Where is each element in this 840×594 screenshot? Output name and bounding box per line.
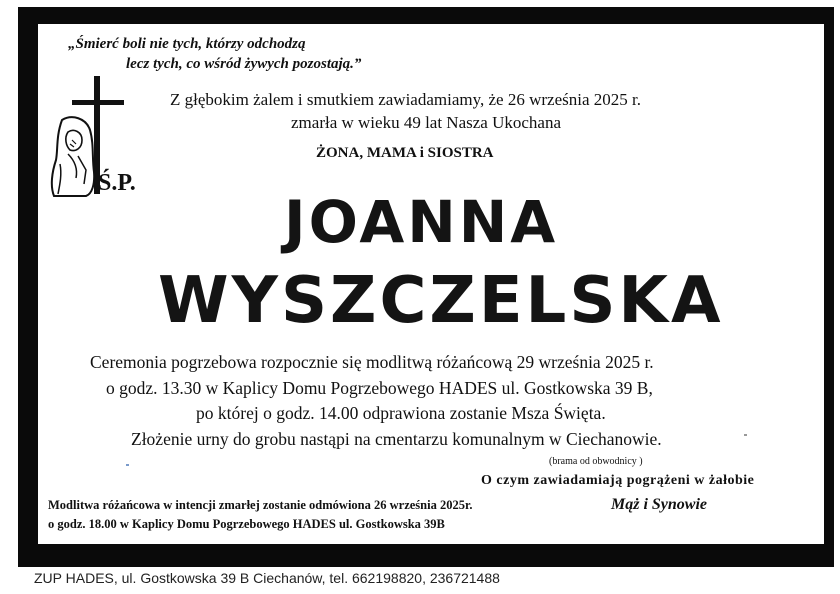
ceremony-line-3: po której o godz. 14.00 odprawiona zostanie Msza Święta. <box>196 403 606 423</box>
quote-line-2: lecz tych, co wśród żywych pozostają.” <box>126 56 362 72</box>
ceremony-line-1: Ceremonia pogrzebowa rozpocznie się modlitwą różańcową 29 września 2025 r. <box>90 352 654 372</box>
deceased-last-name: WYSZCZELSKA <box>158 264 724 338</box>
cemetery-gate-note: (brama od obwodnicy ) <box>549 456 643 467</box>
ink-speck <box>126 464 129 466</box>
rosary-line-2: o godz. 18.00 w Kaplicy Domu Pogrzebowego HADES ul. Gostkowska 39B <box>48 517 445 531</box>
announcement-line-1: Z głębokim żalem i smutkiem zawiadamiamy, że 26 września 2025 r. <box>170 90 641 109</box>
praying-figure-icon <box>48 114 96 198</box>
funeral-home-footer: ZUP HADES, ul. Gostkowska 39 B Ciechanów, tel. 662198820, 236721488 <box>34 570 500 586</box>
ink-speck <box>744 434 747 436</box>
announcement-line-2: zmarła w wieku 49 lat Nasza Ukochana <box>291 113 561 132</box>
ceremony-line-2: o godz. 13.30 w Kaplicy Domu Pogrzebowego HADES ul. Gostkowska 39 B, <box>106 378 653 398</box>
sp-label: Ś.P. <box>98 170 136 196</box>
quote-line-1: „Śmierć boli nie tych, którzy odchodzą <box>68 36 306 52</box>
ceremony-line-4: Złożenie urny do grobu nastąpi na cmentarzu komunalnym w Ciechanowie. <box>131 429 662 449</box>
family-signature: Mąż i Synowie <box>611 496 708 513</box>
obituary-card <box>38 24 824 544</box>
deceased-first-name: JOANNA <box>284 188 559 256</box>
mourners-line: O czym zawiadamiają pogrążeni w żałobie <box>481 473 755 488</box>
roles-line: ŻONA, MAMA i SIOSTRA <box>316 145 494 161</box>
rosary-line-1: Modlitwa różańcowa w intencji zmarłej zostanie odmówiona 26 września 2025r. <box>48 498 473 512</box>
